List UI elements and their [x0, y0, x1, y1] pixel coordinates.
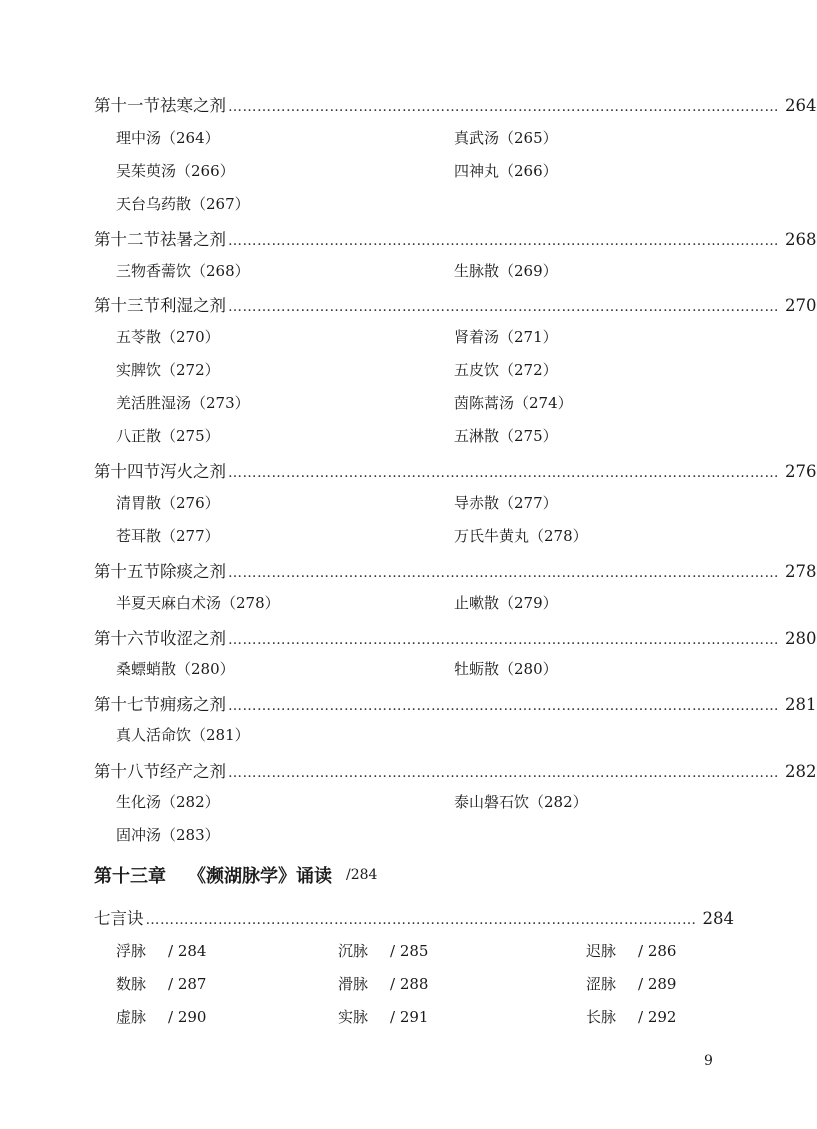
pulse-entry[interactable] [116, 940, 206, 964]
toc-entry[interactable]: 生化汤（282） [116, 793, 220, 811]
toc-entry[interactable]: 天台乌药散（267） [116, 195, 250, 213]
pulse-name: 涩脉 [586, 975, 617, 993]
dot-leader: …………………………………………………………………………………………………… [228, 465, 779, 481]
pulse-entry[interactable] [586, 973, 676, 997]
pulse-name: 长脉 [586, 1008, 617, 1026]
section-page: 264 [785, 96, 817, 115]
toc-section-11[interactable] [94, 92, 817, 118]
section-number: 第十二节 [94, 230, 160, 249]
dot-leader: …………………………………………………………………………………………………… [228, 99, 779, 115]
dot-leader: …………………………………………………………………………………………………… [228, 698, 779, 714]
section-page: 270 [785, 296, 817, 315]
section-title: 泻火之剂 [160, 462, 226, 481]
toc-section-17[interactable] [94, 691, 817, 717]
section-number: 第十一节 [94, 96, 160, 115]
page-number: 9 [704, 1053, 713, 1069]
toc-entry[interactable]: 清胃散（276） [116, 494, 220, 512]
section-number: 第十三节 [94, 296, 160, 315]
chapter-page: /284 [346, 867, 378, 883]
dot-leader: …………………………………………………………………………………………………… [228, 565, 779, 581]
pulse-page: / 287 [168, 975, 207, 993]
toc-entry[interactable]: 理中汤（264） [116, 129, 220, 147]
section-page: 268 [785, 230, 817, 249]
chapter-number: 第十三章 [94, 866, 166, 887]
pulse-entry[interactable] [338, 940, 428, 964]
dot-leader: …………………………………………………………………………………………………… [228, 299, 779, 315]
pulse-name: 沉脉 [338, 942, 369, 960]
toc-section-15[interactable] [94, 558, 817, 584]
pulse-entry[interactable] [586, 940, 676, 964]
section-number: 第十八节 [94, 762, 160, 781]
pulse-page: / 288 [390, 975, 429, 993]
toc-section-qiyan[interactable] [94, 905, 734, 931]
dot-leader: …………………………………………………………………………………………………… [228, 765, 779, 781]
pulse-entry[interactable] [116, 1006, 206, 1030]
section-page: 282 [785, 762, 817, 781]
pulse-name: 实脉 [338, 1008, 369, 1026]
toc-entry[interactable]: 桑螵蛸散（280） [116, 660, 235, 678]
toc-section-16[interactable] [94, 625, 817, 651]
section-title: 祛暑之剂 [160, 230, 226, 249]
pulse-page: / 290 [168, 1008, 207, 1026]
toc-section-14[interactable] [94, 458, 817, 484]
toc-entry[interactable]: 五淋散（275） [454, 427, 558, 445]
pulse-page: / 285 [390, 942, 429, 960]
toc-entry[interactable]: 三物香薷饮（268） [116, 262, 250, 280]
toc-entry[interactable]: 固冲汤（283） [116, 826, 220, 844]
section-page: 284 [702, 909, 734, 928]
pulse-entry[interactable] [116, 973, 206, 997]
toc-entry[interactable]: 肾着汤（271） [454, 328, 558, 346]
dot-leader: …………………………………………………………………………………………………… [228, 632, 779, 648]
section-number: 第十四节 [94, 462, 160, 481]
section-title: 除痰之剂 [160, 562, 226, 581]
toc-entry[interactable]: 五苓散（270） [116, 328, 220, 346]
pulse-entry[interactable] [338, 973, 428, 997]
section-page: 280 [785, 629, 817, 648]
section-title: 经产之剂 [160, 762, 226, 781]
pulse-name: 滑脉 [338, 975, 369, 993]
toc-section-18[interactable] [94, 758, 817, 784]
section-number: 第十五节 [94, 562, 160, 581]
section-page: 276 [785, 462, 817, 481]
pulse-page: / 291 [390, 1008, 429, 1026]
toc-entry[interactable]: 牡蛎散（280） [454, 660, 558, 678]
section-number: 第十七节 [94, 695, 160, 714]
pulse-entry[interactable] [586, 1006, 676, 1030]
pulse-name: 数脉 [116, 975, 147, 993]
section-page: 281 [785, 695, 817, 714]
pulse-page: / 286 [638, 942, 677, 960]
chapter-heading[interactable] [94, 862, 377, 888]
section-title: 七言诀 [94, 909, 144, 928]
toc-entry[interactable]: 羌活胜湿汤（273） [116, 394, 250, 412]
pulse-entry[interactable] [338, 1006, 428, 1030]
toc-section-12[interactable] [94, 226, 817, 252]
toc-entry[interactable]: 止嗽散（279） [454, 594, 558, 612]
chapter-title: 《濒湖脉学》诵读 [188, 866, 332, 887]
toc-entry[interactable]: 八正散（275） [116, 427, 220, 445]
toc-entry[interactable]: 半夏天麻白术汤（278） [116, 594, 280, 612]
pulse-page: / 284 [168, 942, 207, 960]
pulse-page: / 292 [638, 1008, 677, 1026]
toc-entry[interactable]: 茵陈蒿汤（274） [454, 394, 573, 412]
pulse-page: / 289 [638, 975, 677, 993]
toc-entry[interactable]: 泰山磐石饮（282） [454, 793, 588, 811]
section-title: 痈疡之剂 [160, 695, 226, 714]
toc-entry[interactable]: 生脉散（269） [454, 262, 558, 280]
section-title: 祛寒之剂 [160, 96, 226, 115]
section-title: 利湿之剂 [160, 296, 226, 315]
toc-entry[interactable]: 真人活命饮（281） [116, 726, 250, 744]
dot-leader: …………………………………………………………………………………………………… [145, 912, 697, 928]
dot-leader: …………………………………………………………………………………………………… [228, 233, 779, 249]
section-page: 278 [785, 562, 817, 581]
section-title: 收涩之剂 [160, 629, 226, 648]
pulse-name: 浮脉 [116, 942, 147, 960]
pulse-name: 迟脉 [586, 942, 617, 960]
toc-entry[interactable]: 导赤散（277） [454, 494, 558, 512]
toc-entry[interactable]: 吴茱萸汤（266） [116, 162, 235, 180]
section-number: 第十六节 [94, 629, 160, 648]
toc-entry[interactable]: 四神丸（266） [454, 162, 558, 180]
pulse-name: 虚脉 [116, 1008, 147, 1026]
toc-entry[interactable]: 五皮饮（272） [454, 361, 558, 379]
toc-entry[interactable]: 苍耳散（277） [116, 527, 220, 545]
toc-entry[interactable]: 真武汤（265） [454, 129, 558, 147]
toc-entry[interactable]: 实脾饮（272） [116, 361, 220, 379]
toc-entry[interactable]: 万氏牛黄丸（278） [454, 527, 588, 545]
toc-section-13[interactable] [94, 292, 817, 318]
